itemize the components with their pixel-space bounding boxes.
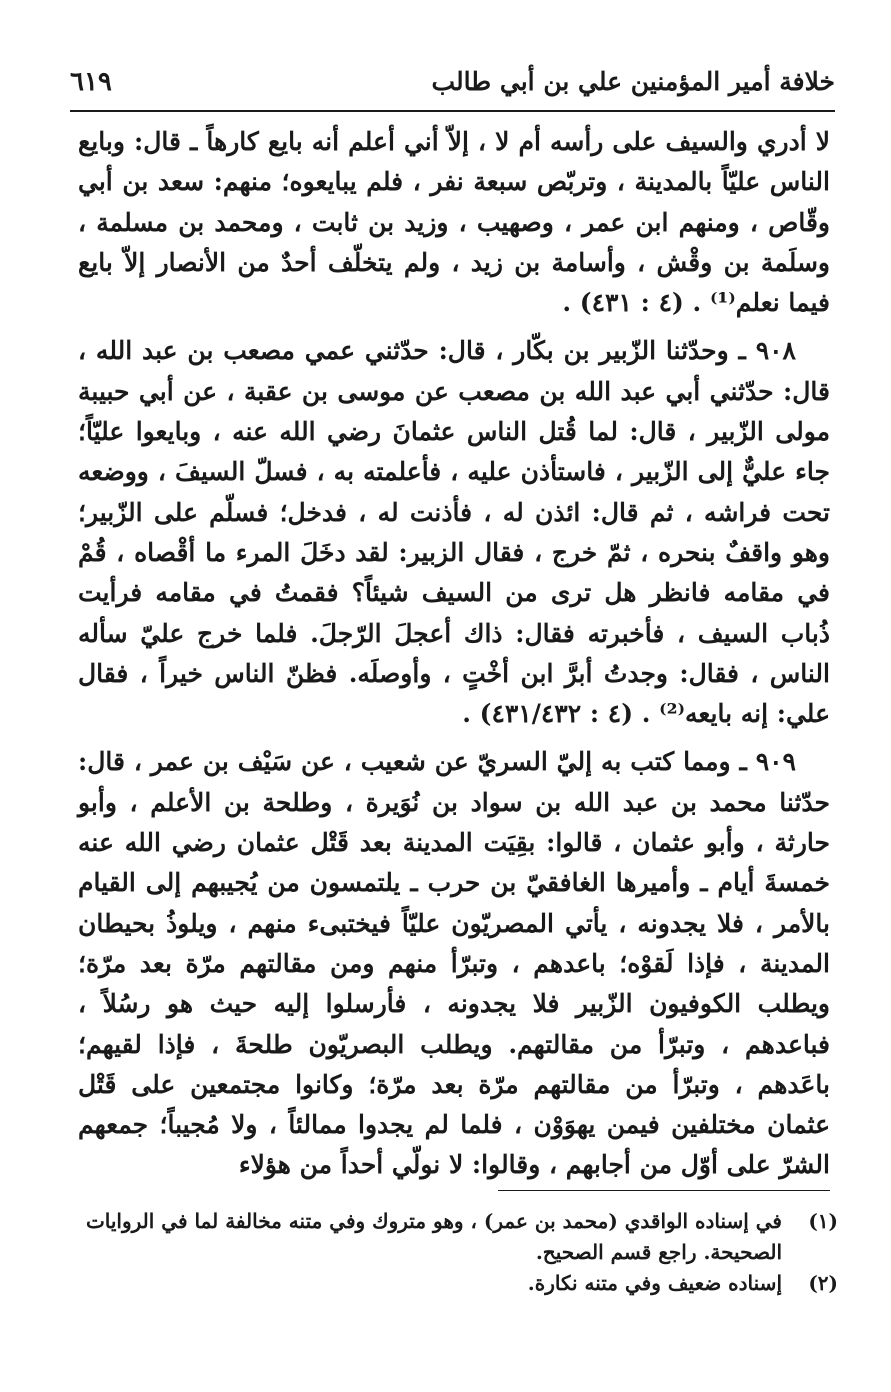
footnote-divider — [498, 1190, 830, 1191]
footnotes — [78, 1206, 838, 1299]
paragraph-908: ٩٠٨ ـ وحدّثنا الزّبير بن بكّار ، قال: حدّثني عمي مصعب بن عبد الله ، قال: حدّثني أبي عبد الله بن مصعب عن موسى بن عقبة ، عن أبي حبيبة مولى الزّبير ، قال: لما قُتل الناس عثمانَ رضي الله عنه ، وبايعوا عليّاً؛ جاء عليٌّ إلى الزّبير ، فاستأذن عليه ، فأعلمته به ، فسلّ السيفَ ، ووضعه تحت فراشه ، ثم قال: ائذن له ، فأذنت له ، فدخل؛ فسلّم على الزّبير؛ وهو واقفٌ بنحره ، ثمّ خرج ، فقال الزبير: لقد دخَلَ المرء ما أقْصاه ، قُمْ في مقامه فانظر هل ترى من السيف شيئاً؟ فقمتُ في مقامه فرأيت ذُباب السيف ، فأخبرته فقال: ذاك أعجلَ الرّجلَ. فلما خرج عليّ سأله الناس ، فقال: وجدتُ أبرَّ ابن أخْتٍ ، وأوصلَه. فظنّ الناس خيراً ، فقال علي: إنه بايعه⁽²⁾ . (٤ : ٤٣١/٤٣٢) . — [78, 336, 830, 729]
paragraph-909: ٩٠٩ ـ ومما كتب به إليّ السريّ عن شعيب ، عن سَيْف بن عمر ، قال: حدّثنا محمد بن عبد الله بن سواد بن نُوَيرة ، وطلحة بن الأعلم ، وأبو حارثة ، وأبو عثمان ، قالوا: بقِيَت المدينة بعد قَتْل عثمان رضي الله عنه خمسةَ أيام ـ وأميرها الغافقيّ بن حرب ـ يلتمسون من يُجيبهم إلى القيام بالأمر ، فلا يجدونه ، يأتي المصريّون عليّاً فيختبىء منهم ، ويلوذُ بحيطان المدينة ، فإذا لَقوْه؛ باعدهم ، وتبرّأ منهم ومن مقالتهم مرّة بعد مرّة؛ ويطلب الكوفيون الزّبير فلا يجدونه ، فأرسلوا إليه حيث هو رسُلاً ، فباعدهم ، وتبرّأ من مقالتهم. ويطلب البصريّون طلحةَ ، فإذا لقيهم؛ باعَدهم ، وتبرّأ من مقالتهم مرّة بعد مرّة؛ وكانوا مجتمعين على قَتْل عثمان مختلفين فيمن يهوَوْن ، فلما لم يجدوا ممالئاً ، ولا مُجيباً؛ جمعهم الشرّ على أوّل من أجابهم ، وقالوا: لا نولّي أحداً من هؤلاء — [78, 747, 830, 1180]
page-number: ٦١٩ — [70, 67, 112, 97]
footnote-text: إسناده ضعيف وفي متنه نكارة. — [527, 1271, 782, 1295]
chapter-title: خلافة أمير المؤمنين علي بن أبي طالب — [431, 67, 835, 96]
footnote-number: (١) — [808, 1209, 838, 1233]
main-text — [78, 122, 830, 1186]
footnote-1 — [78, 1206, 838, 1268]
footnote-text: في إسناده الواقدي (محمد بن عمر) ، وهو متروك وفي متنه مخالفة لما في الروايات الصحيحة. راجع قسم الصحيح. — [85, 1209, 782, 1264]
running-header — [70, 62, 835, 104]
footnote-number: (٢) — [808, 1271, 838, 1295]
footnote-2 — [78, 1268, 838, 1299]
paragraph-continuation: لا أدري والسيف على رأسه أم لا ، إلاّ أني أعلم أنه بايع كارهاً ـ قال: وبايع الناس عليّاً بالمدينة ، وتربّص سبعة نفر ، فلم يبايعوه؛ منهم: سعد بن أبي وقّاص ، ومنهم ابن عمر ، وصهيب ، وزيد بن ثابت ، ومحمد بن مسلمة ، وسلَمة بن وقْش ، وأسامة بن زيد ، ولم يتخلّف أحدٌ من الأنصار إلاّ بايع فيما نعلم⁽¹⁾ . (٤ : ٤٣١) . — [78, 127, 830, 318]
header-divider — [70, 110, 835, 112]
